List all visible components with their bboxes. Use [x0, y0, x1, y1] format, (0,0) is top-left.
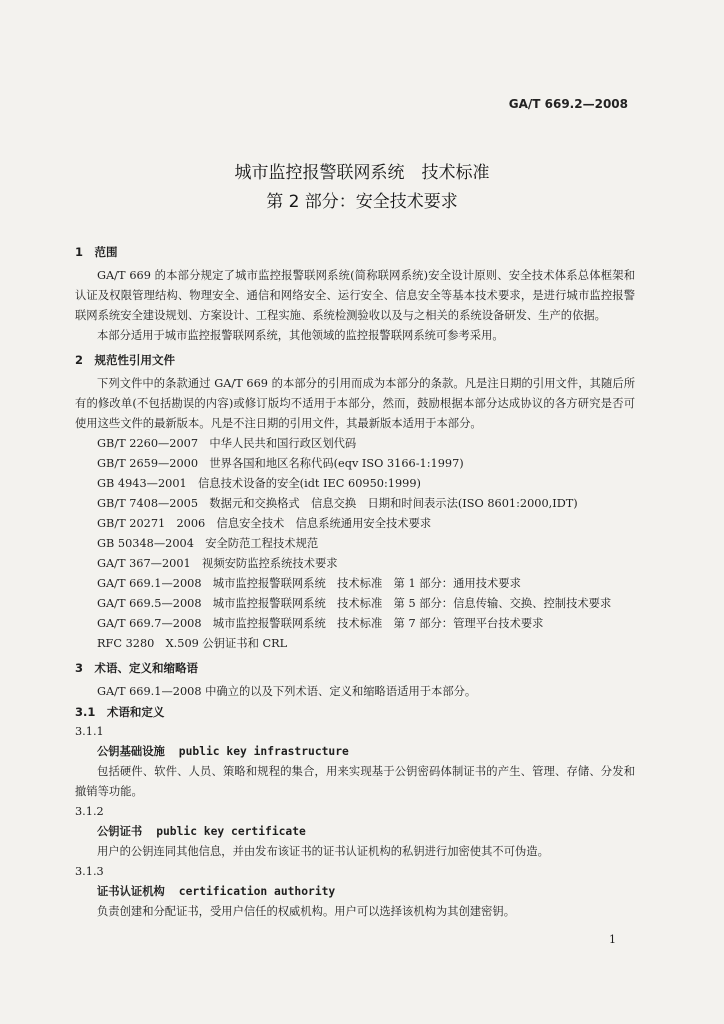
- section-1-paragraph: 本部分适用于城市监控报警联网系统，其他领域的监控报警联网系统可参考采用。: [97, 329, 504, 342]
- term-name: 证书认证机构: [97, 885, 165, 898]
- term-number: 3.1.2: [75, 805, 104, 818]
- term-english: public key certificate: [156, 825, 306, 838]
- subsection-3-1-heading: 3.1 术语和定义: [75, 705, 165, 719]
- reference-item: GA/T 669.7—2008 城市监控报警联网系统 技术标准 第 7 部分：管理平台技术要求: [97, 617, 544, 630]
- term-name: 公钥证书: [97, 825, 143, 838]
- term-heading: [75, 822, 635, 842]
- section-1-paragraph: GA/T 669 的本部分规定了城市监控报警联网系统(简称联网系统)安全设计原则、安全技术体系总体框架和认证及权限管理结构、物理安全、通信和网络安全、运行安全、信息安全等基本技术要求，是进行城市监控报警联网系统安全建设规划、方案设计、工程实施、系统检测验收以及与之相关的系统设备研发、生产的依据。: [75, 269, 635, 322]
- reference-item: GB/T 20271 2006 信息安全技术 信息系统通用安全技术要求: [97, 517, 432, 530]
- document-body: [75, 242, 635, 922]
- reference-item: GB/T 7408—2005 数据元和交换格式 信息交换 日期和时间表示法(ISO 8601:2000,IDT): [97, 497, 578, 510]
- section-2-intro: 下列文件中的条款通过 GA/T 669 的本部分的引用而成为本部分的条款。凡是注日期的引用文件，其随后所有的修改单(不包括勘误的内容)或修订版均不适用于本部分，然而，鼓励根据本部分达成协议的各方研究是否可使用这些文件的最新版本。凡是不注日期的引用文件，其最新版本适用于本部分。: [75, 377, 635, 430]
- term-heading: [75, 882, 635, 902]
- document-title-line2: 第 2 部分：安全技术要求: [266, 192, 458, 212]
- term-definition: 负责创建和分配证书，受用户信任的权威机构。用户可以选择该机构为其创建密钥。: [97, 905, 515, 918]
- section-3-heading: 3 术语、定义和缩略语: [75, 661, 199, 675]
- document-title-line1: 城市监控报警联网系统 技术标准: [234, 163, 490, 183]
- standard-code: GA/T 669.2—2008: [508, 97, 628, 111]
- reference-item: GA/T 669.5—2008 城市监控报警联网系统 技术标准 第 5 部分：信息传输、交换、控制技术要求: [97, 597, 612, 610]
- reference-item: RFC 3280 X.509 公钥证书和 CRL: [97, 637, 288, 650]
- reference-item: GA/T 669.1—2008 城市监控报警联网系统 技术标准 第 1 部分：通用技术要求: [97, 577, 521, 590]
- term-english: public key infrastructure: [178, 745, 349, 758]
- page-number: 1: [609, 933, 616, 946]
- term-name: 公钥基础设施: [97, 745, 165, 758]
- section-3-intro: GA/T 669.1—2008 中确立的以及下列术语、定义和缩略语适用于本部分。: [97, 685, 477, 698]
- term-english: certification authority: [178, 885, 336, 898]
- reference-item: GB/T 2260—2007 中华人民共和国行政区划代码: [97, 437, 357, 450]
- section-1-heading: 1 范围: [75, 245, 118, 259]
- section-2-heading: 2 规范性引用文件: [75, 353, 176, 367]
- reference-item: GB/T 2659—2000 世界各国和地区名称代码(eqv ISO 3166-1:1997): [97, 457, 464, 470]
- reference-item: GA/T 367—2001 视频安防监控系统技术要求: [97, 557, 338, 570]
- term-definition: 用户的公钥连同其他信息，并由发布该证书的证书认证机构的私钥进行加密使其不可伪造。: [97, 845, 549, 858]
- reference-item: GB 50348—2004 安全防范工程技术规范: [97, 537, 319, 550]
- reference-item: GB 4943—2001 信息技术设备的安全(idt IEC 60950:1999): [97, 477, 421, 490]
- term-number: 3.1.3: [75, 865, 104, 878]
- term-definition: 包括硬件、软件、人员、策略和规程的集合，用来实现基于公钥密码体制证书的产生、管理、存储、分发和撤销等功能。: [75, 765, 635, 798]
- term-heading: [75, 742, 635, 762]
- term-number: 3.1.1: [75, 725, 104, 738]
